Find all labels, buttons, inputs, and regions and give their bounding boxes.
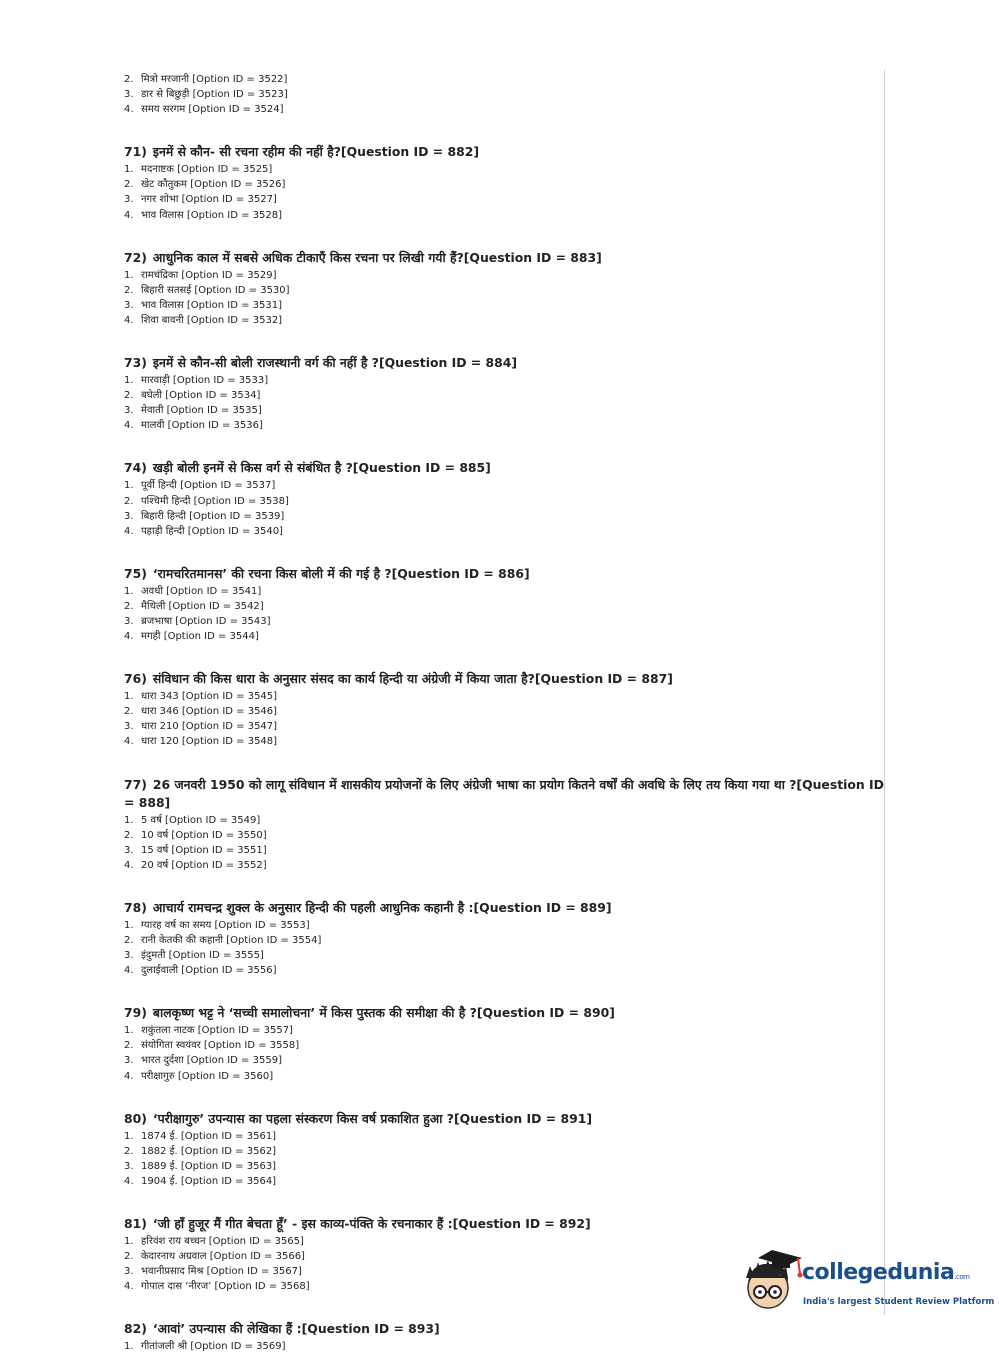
option-number: 3.: [124, 299, 134, 311]
option-list: [124, 1129, 884, 1189]
option-text: 1889 ई. [Option ID = 3563]: [141, 1160, 277, 1172]
option-number: 1.: [124, 1130, 134, 1142]
option-number: 4.: [124, 314, 134, 326]
option-text: धारा 210 [Option ID = 3547]: [141, 721, 278, 733]
option-number: 4.: [124, 965, 134, 977]
option-text: ब्रजभाषा [Option ID = 3543]: [141, 615, 271, 627]
option-number: 2.: [124, 829, 134, 841]
option-list: [124, 268, 884, 328]
question-statement: खड़ी बोली इनमें से किस वर्ग से संबंधित है ?[Question ID = 885]: [152, 460, 491, 476]
option-text: समय सरगम [Option ID = 3524]: [141, 104, 284, 116]
option-item: [124, 704, 884, 719]
option-item: [124, 87, 884, 102]
option-number: 2.: [124, 179, 134, 191]
option-item: [124, 478, 884, 493]
option-text: 1874 ई. [Option ID = 3561]: [141, 1130, 277, 1142]
option-item: [124, 192, 884, 207]
option-item: [124, 509, 884, 524]
option-text: हरिवंश राय बच्चन [Option ID = 3565]: [141, 1236, 304, 1248]
option-number: 1.: [124, 814, 134, 826]
option-number: 3.: [124, 1266, 134, 1278]
option-text: रानी केतकी की कहानी [Option ID = 3554]: [141, 935, 322, 946]
option-list: [124, 689, 884, 749]
option-number: 2.: [124, 284, 134, 296]
option-text: मैथिली [Option ID = 3542]: [141, 600, 264, 612]
option-number: 4.: [124, 525, 134, 537]
option-number: 4.: [124, 420, 134, 432]
question-text: [124, 354, 884, 372]
option-text: इंदुमती [Option ID = 3555]: [141, 950, 264, 962]
option-item: [124, 102, 884, 117]
option-list: [124, 1023, 884, 1083]
option-number: 1.: [124, 919, 134, 931]
question-statement: आधुनिक काल में सबसे अधिक टीकाएँ किस रचना पर लिखी गयी हैं?[Question ID = 883]: [152, 249, 602, 265]
brand-tagline: India's largest Student Review Platform: [803, 1297, 995, 1307]
question-block: [124, 899, 884, 978]
option-number: 4.: [124, 736, 134, 748]
option-text: केदारनाथ अग्रवाल [Option ID = 3566]: [141, 1251, 305, 1263]
option-item: [124, 1159, 884, 1174]
question-text: [124, 1320, 884, 1338]
question-statement: 26 जनवरी 1950 को लागू संविधान में शासकीय प्रयोजनों के लिए अंग्रेजी भाषा का प्रयोग कितने वर्षों की अवधि के लिए तय किया गया था ?[Question ID = 888]: [124, 776, 884, 810]
option-text: पश्चिमी हिन्दी [Option ID = 3538]: [141, 495, 289, 507]
question-list: [124, 72, 884, 1355]
option-item: [124, 373, 884, 388]
option-item: [124, 963, 884, 978]
option-number: 2.: [124, 74, 134, 85]
option-text: भारत दुर्दशा [Option ID = 3559]: [141, 1055, 282, 1067]
option-item: [124, 524, 884, 539]
question-statement: ‘आवां’ उपन्यास की लेखिका हैं :[Question ID = 893]: [152, 1321, 440, 1337]
option-item: [124, 1339, 884, 1354]
option-item: [124, 734, 884, 749]
option-text: मगही [Option ID = 3544]: [141, 631, 259, 643]
option-number: 3.: [124, 1160, 134, 1172]
option-item: [124, 1069, 884, 1084]
option-text: धारा 343 [Option ID = 3545]: [141, 691, 278, 703]
question-statement: बालकृष्ण भट्ट ने ‘सच्ची समालोचना’ में किस पुस्तक की समीक्षा की है ?[Question ID = 890]: [152, 1005, 615, 1021]
brand-name: collegedunia.com: [802, 1260, 970, 1285]
option-number: 1.: [124, 269, 134, 281]
option-item: [124, 629, 884, 644]
option-text: खेट कौतुकम [Option ID = 3526]: [141, 179, 286, 191]
option-item: [124, 918, 884, 933]
option-text: ग्यारह वर्ष का समय [Option ID = 3553]: [141, 919, 310, 931]
option-number: 4.: [124, 1070, 134, 1082]
question-statement: इनमें से कौन-सी बोली राजस्थानी वर्ग की नहीं है ?[Question ID = 884]: [152, 355, 518, 371]
option-text: धारा 120 [Option ID = 3548]: [141, 736, 278, 748]
option-item: [124, 689, 884, 704]
question-statement: ‘परीक्षागुरु’ उपन्यास का पहला संस्करण किस वर्ष प्रकाशित हुआ ?[Question ID = 891]: [152, 1110, 592, 1126]
option-item: [124, 1144, 884, 1159]
option-number: 1.: [124, 1025, 134, 1037]
option-text: शकुंतला नाटक [Option ID = 3557]: [141, 1025, 293, 1037]
option-item: [124, 403, 884, 418]
option-text: मेवाती [Option ID = 3535]: [141, 405, 262, 417]
option-number: 2.: [124, 495, 134, 507]
option-text: मित्रो मरजानी [Option ID = 3522]: [141, 74, 288, 85]
question-text: [124, 143, 884, 161]
option-text: भाव विलास [Option ID = 3531]: [141, 299, 283, 311]
option-list: [124, 1339, 884, 1354]
option-number: 2.: [124, 600, 134, 612]
option-number: 2.: [124, 1040, 134, 1052]
option-number: 3.: [124, 510, 134, 522]
option-number: 2.: [124, 1145, 134, 1157]
option-number: 2.: [124, 935, 134, 946]
option-item: [124, 933, 884, 948]
option-item: [124, 298, 884, 313]
option-text: मालवी [Option ID = 3536]: [141, 420, 263, 432]
option-item: [124, 208, 884, 223]
option-item: [124, 388, 884, 403]
option-number: 3.: [124, 721, 134, 733]
question-block: [124, 1004, 884, 1083]
question-statement: ‘जी हाँ हुजूर मैं गीत बेचता हूँ’ - इस काव्य-पंक्ति के रचनाकार हैं :[Question ID = 892]: [152, 1216, 591, 1232]
question-statement: आचार्य रामचन्द्र शुक्ल के अनुसार हिन्दी की पहली आधुनिक कहानी है :[Question ID = 889]: [152, 899, 612, 915]
option-text: धारा 346 [Option ID = 3546]: [141, 706, 278, 718]
page-right-rule: [884, 70, 885, 1315]
question-number: 77): [124, 776, 147, 792]
option-list: [124, 478, 884, 538]
question-number: 78): [124, 899, 147, 915]
question-number: 72): [124, 249, 147, 265]
option-item: [124, 177, 884, 192]
option-list: [124, 373, 884, 433]
question-block: [124, 1110, 884, 1189]
question-text: [124, 565, 884, 583]
question-number: 73): [124, 355, 147, 371]
option-item: [124, 828, 884, 843]
option-number: 1.: [124, 585, 134, 597]
option-text: 5 वर्ष [Option ID = 3549]: [141, 814, 261, 826]
question-number: 79): [124, 1005, 147, 1021]
option-text: 15 वर्ष [Option ID = 3551]: [141, 844, 267, 856]
option-text: मारवाड़ी [Option ID = 3533]: [141, 375, 269, 387]
option-number: 3.: [124, 194, 134, 206]
option-number: 4.: [124, 209, 134, 221]
question-number: 80): [124, 1110, 147, 1126]
option-text: भाव विलास [Option ID = 3528]: [141, 209, 283, 221]
option-item: [124, 599, 884, 614]
option-number: 1.: [124, 1341, 134, 1353]
option-text: नगर शोभा [Option ID = 3527]: [141, 194, 277, 206]
option-item: [124, 719, 884, 734]
option-text: 10 वर्ष [Option ID = 3550]: [141, 829, 267, 841]
option-list: [124, 584, 884, 644]
option-number: 1.: [124, 375, 134, 387]
option-text: 1904 ई. [Option ID = 3564]: [141, 1175, 277, 1187]
question-number: 71): [124, 144, 147, 160]
option-number: 4.: [124, 1281, 134, 1293]
option-text: गीतांजली श्री [Option ID = 3569]: [141, 1341, 286, 1353]
option-number: 4.: [124, 859, 134, 871]
question-text: [124, 776, 884, 812]
option-text: शिवा बावनी [Option ID = 3532]: [141, 314, 283, 326]
option-list: [124, 918, 884, 978]
questions-container: [124, 143, 884, 1354]
leading-options: [124, 72, 884, 117]
option-number: 4.: [124, 104, 134, 116]
option-item: [124, 494, 884, 509]
option-item: [124, 813, 884, 828]
option-list: [124, 162, 884, 222]
question-block: [124, 1320, 884, 1354]
question-text: [124, 1004, 884, 1022]
option-item: [124, 72, 884, 87]
mascot-icon: [746, 1250, 803, 1308]
option-number: 3.: [124, 405, 134, 417]
option-item: [124, 858, 884, 873]
option-number: 4.: [124, 631, 134, 643]
option-text: गोपाल दास ‘नीरज’ [Option ID = 3568]: [141, 1281, 310, 1293]
question-statement: ‘रामचरितमानस’ की रचना किस बोली में की गई है ?[Question ID = 886]: [152, 565, 530, 581]
option-item: [124, 162, 884, 177]
option-text: रामचंद्रिका [Option ID = 3529]: [141, 269, 277, 281]
option-text: बिहारी हिन्दी [Option ID = 3539]: [141, 510, 285, 522]
question-block: [124, 776, 884, 873]
option-number: 3.: [124, 1055, 134, 1067]
option-number: 3.: [124, 615, 134, 627]
option-item: [124, 1023, 884, 1038]
option-number: 2.: [124, 706, 134, 718]
question-block: [124, 354, 884, 433]
option-text: संयोगिता स्वयंवर [Option ID = 3558]: [141, 1040, 300, 1052]
option-item: [124, 1129, 884, 1144]
option-number: 1.: [124, 1236, 134, 1248]
question-block: [124, 249, 884, 328]
option-item: [124, 418, 884, 433]
option-number: 2.: [124, 390, 134, 402]
question-number: 75): [124, 565, 147, 581]
question-block: [124, 565, 884, 644]
option-number: 1.: [124, 480, 134, 492]
option-text: 20 वर्ष [Option ID = 3552]: [141, 859, 267, 871]
option-item: [124, 1038, 884, 1053]
option-number: 1.: [124, 164, 134, 176]
option-item: [124, 268, 884, 283]
option-text: पहाड़ी हिन्दी [Option ID = 3540]: [141, 525, 283, 537]
question-text: [124, 1215, 884, 1233]
question-number: 82): [124, 1321, 147, 1337]
option-item: [124, 584, 884, 599]
option-item: [124, 1053, 884, 1068]
option-number: 1.: [124, 691, 134, 703]
option-number: 3.: [124, 844, 134, 856]
option-item: [124, 614, 884, 629]
question-number: 76): [124, 671, 147, 687]
option-text: बघेली [Option ID = 3534]: [141, 390, 261, 402]
option-text: 1882 ई. [Option ID = 3562]: [141, 1145, 277, 1157]
option-item: [124, 313, 884, 328]
question-text: [124, 670, 884, 688]
question-text: [124, 249, 884, 267]
option-number: 3.: [124, 89, 134, 101]
option-item: [124, 948, 884, 963]
question-block: [124, 143, 884, 222]
option-item: [124, 1234, 884, 1249]
option-text: दुलाईवाली [Option ID = 3556]: [141, 965, 277, 977]
option-number: 3.: [124, 950, 134, 962]
option-item: [124, 1174, 884, 1189]
question-number: 81): [124, 1216, 147, 1232]
question-statement: संविधान की किस धारा के अनुसार संसद का कार्य हिन्दी या अंग्रेजी में किया जाता है?[Question ID = 887]: [152, 671, 673, 687]
option-item: [124, 283, 884, 298]
option-number: 4.: [124, 1175, 134, 1187]
question-block: [124, 670, 884, 749]
option-number: 2.: [124, 1251, 134, 1263]
question-statement: इनमें से कौन- सी रचना रहीम की नहीं है?[Question ID = 882]: [152, 144, 479, 160]
option-item: [124, 843, 884, 858]
question-block: [124, 459, 884, 538]
question-text: [124, 1110, 884, 1128]
option-text: मदनाष्टक [Option ID = 3525]: [141, 164, 273, 176]
question-text: [124, 459, 884, 477]
option-text: भवानीप्रसाद मिश्र [Option ID = 3567]: [141, 1266, 302, 1278]
question-text: [124, 899, 884, 917]
option-text: डार से बिछुड़ी [Option ID = 3523]: [141, 89, 288, 101]
option-text: पूर्वी हिन्दी [Option ID = 3537]: [141, 480, 276, 492]
option-text: अवधी [Option ID = 3541]: [141, 585, 262, 597]
option-list: [124, 813, 884, 873]
option-text: परीक्षागुरु [Option ID = 3560]: [141, 1070, 274, 1082]
question-number: 74): [124, 460, 147, 476]
option-text: बिहारी सतसई [Option ID = 3530]: [141, 284, 290, 296]
